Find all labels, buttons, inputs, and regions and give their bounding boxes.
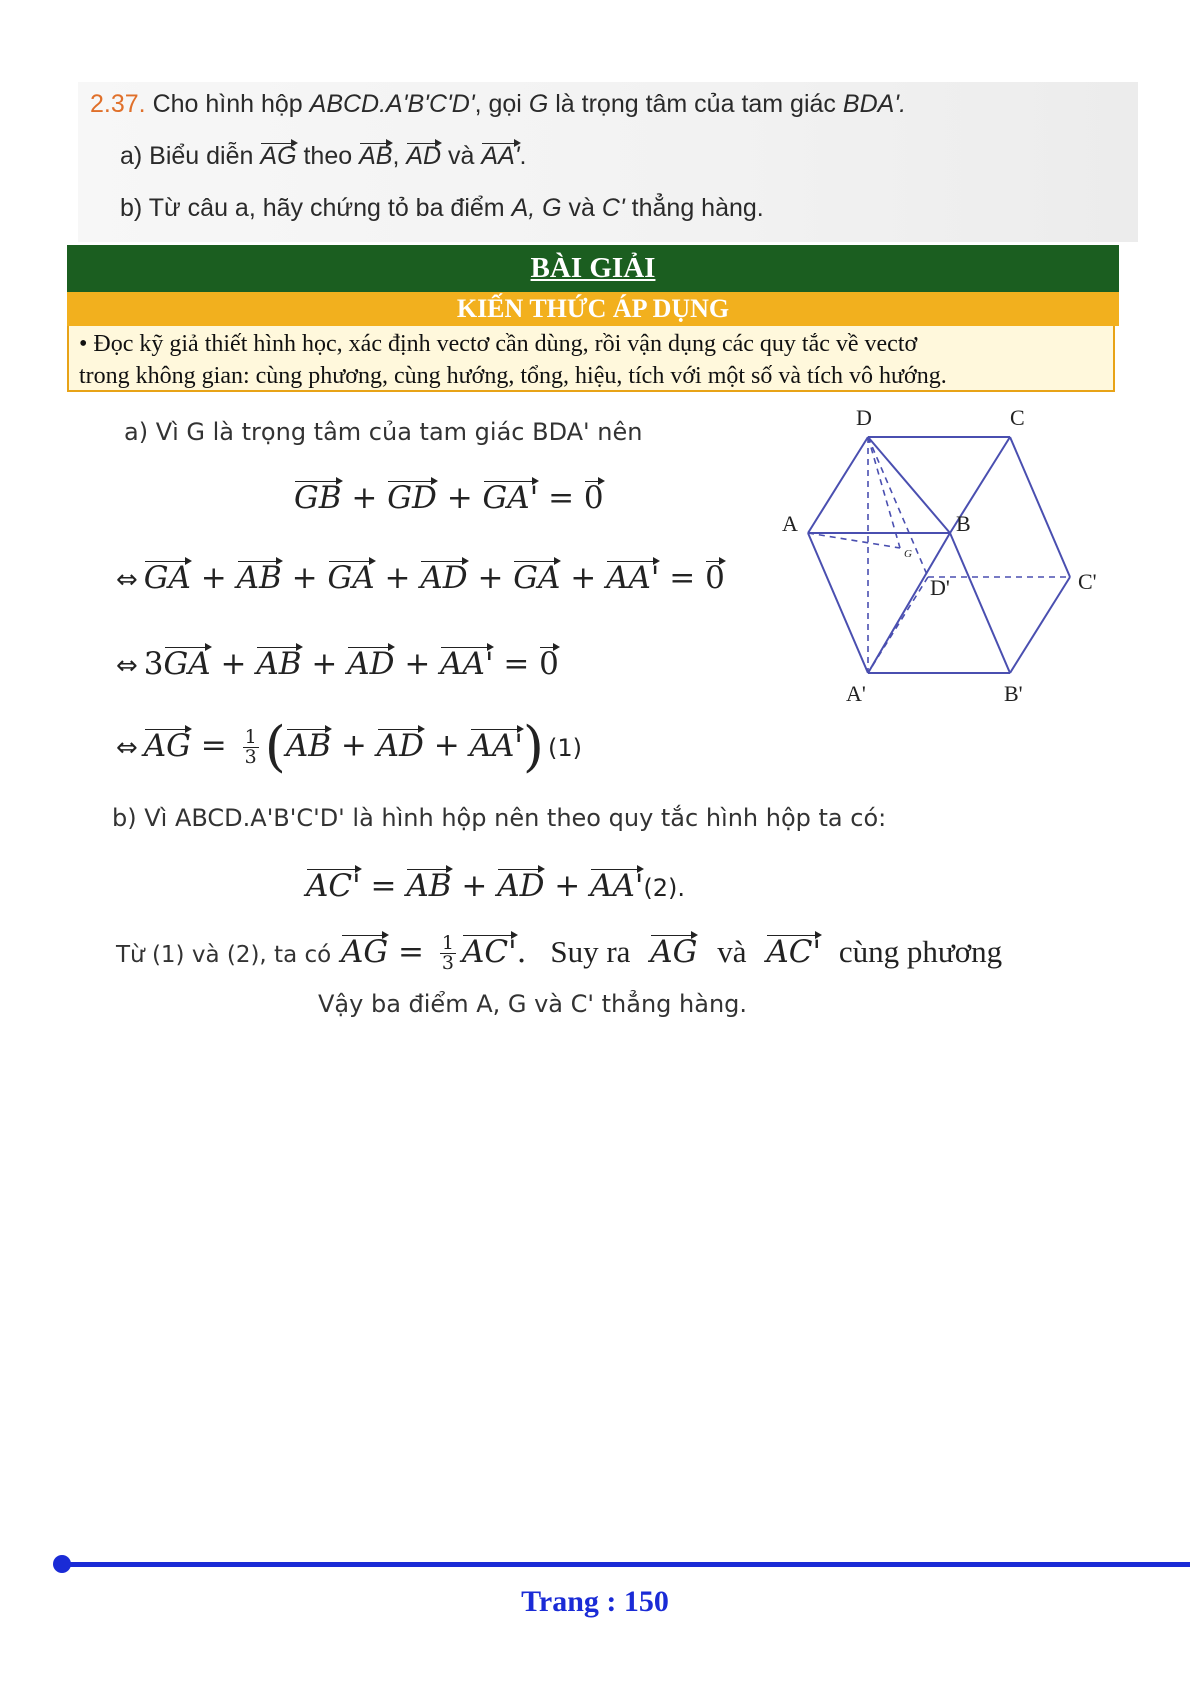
edge-cb: [1010, 577, 1070, 673]
zero-vector: 0: [583, 480, 604, 516]
edge-cc: [1010, 437, 1070, 577]
dot: .: [519, 142, 527, 170]
equation-1: GB + GD + GA' = 0: [294, 480, 604, 516]
vec-ag: AG: [143, 727, 191, 764]
vec-ab: AB: [285, 727, 331, 764]
conclusion-text: Từ (1) và (2), ta có: [116, 942, 332, 968]
word-va: và: [448, 142, 475, 170]
vec-gd: GD: [387, 480, 437, 516]
point-c-prime: C': [601, 194, 625, 222]
vec-aa-prime: AA': [590, 868, 644, 904]
box-name: ABCD.A'B'C'D': [309, 90, 475, 118]
part-b-text: b) Từ câu a, hãy chứng tỏ ba điểm: [120, 194, 505, 222]
knowledge-box: [67, 326, 1115, 392]
vec-ga: GA: [327, 560, 375, 596]
vec-aa-prime: AA': [606, 560, 660, 596]
fraction-one-third: [440, 934, 456, 973]
statement-text-mid: , gọi: [474, 90, 522, 118]
solution-banner: BÀI GIẢI: [67, 245, 1119, 292]
label-b: B: [956, 511, 971, 536]
points-ag: A, G: [511, 194, 562, 222]
vec-ad: AD: [420, 560, 468, 596]
part-b-end: thẳng hàng.: [631, 194, 764, 222]
final-conclusion: Vậy ba điểm A, G và C' thẳng hàng.: [318, 990, 748, 1018]
knowledge-heading: KIẾN THỨC ÁP DỤNG: [67, 292, 1119, 326]
label-c-prime: C': [1078, 569, 1097, 594]
label-d: D: [856, 405, 872, 430]
word-va-2: và: [568, 194, 595, 222]
vec-aa-prime: AA': [440, 646, 494, 682]
coefficient: 3: [143, 646, 164, 682]
equation-tag-2: (2).: [643, 874, 686, 902]
statement-text-post: là trọng tâm của tam giác: [555, 90, 836, 118]
footer-divider: [56, 1562, 1190, 1567]
edge-ad: [808, 437, 868, 533]
label-a-prime: A': [846, 681, 866, 706]
vector-ag: AG: [260, 142, 297, 170]
suy-ra-text: Suy ra: [550, 934, 631, 969]
edge-db: [868, 437, 950, 533]
edge-aa: [808, 533, 868, 673]
vec-ab: AB: [406, 868, 452, 904]
point-g: G: [528, 90, 549, 118]
problem-panel: [78, 82, 1138, 242]
problem-number: 2.37.: [90, 90, 146, 118]
solution-b-intro: b) Vì ABCD.A'B'C'D' là hình hộp nên theo quy tắc hình hộp ta có:: [112, 804, 887, 832]
vector-ab: AB: [359, 142, 393, 170]
frac-num: 1: [441, 932, 454, 954]
label-c: C: [1010, 405, 1025, 430]
frac-num: 1: [244, 725, 257, 748]
dashed-dd-prime: [868, 437, 928, 577]
zero-vector: 0: [705, 560, 725, 596]
dashed-dg: [868, 437, 900, 548]
equation-3: ⇔ 3GA + AB + AD + AA' = 0: [116, 646, 559, 682]
vec-ac-prime: AC': [306, 868, 361, 904]
equation-tag-1: (1): [547, 733, 582, 762]
vector-ad: AD: [406, 142, 442, 170]
equation-4: ⇔ AG = $\frac{1}{3}$ (AB + AD + AA') (1): [116, 715, 582, 778]
vec-ga: GA: [143, 560, 191, 596]
equation-5: AC' = AB + AD + AA'(2).: [306, 868, 686, 904]
word-theo: theo: [303, 142, 353, 170]
word-va: và: [717, 934, 747, 969]
problem-part-b: [120, 194, 764, 223]
label-d-prime: D': [930, 575, 950, 600]
edge-bb: [950, 533, 1010, 673]
footer-dot: [53, 1555, 71, 1573]
vec-ad: AD: [347, 646, 395, 682]
vector-aa: AA': [481, 142, 520, 170]
knowledge-line-2: trong không gian: cùng phương, cùng hướng, tổng, hiệu, tích với một số và tích vô hướng.: [79, 363, 947, 389]
vec-aa-prime: AA': [469, 727, 523, 764]
vec-ad: AD: [497, 868, 545, 904]
knowledge-line-1: • Đọc kỹ giả thiết hình học, xác định vectơ cần dùng, rồi vận dụng các quy tắc về vectơ: [79, 331, 918, 357]
parallelepiped-figure: [760, 395, 1140, 715]
vec-gb: GB: [294, 480, 342, 516]
dashed-ag: [808, 533, 900, 548]
vec-ad: AD: [376, 727, 424, 764]
problem-statement: [90, 90, 906, 119]
frac-den: 3: [441, 952, 454, 974]
vec-ag: AG: [650, 934, 698, 970]
vec-ga: GA: [163, 646, 211, 682]
vec-ga-prime: GA': [482, 480, 539, 516]
conclusion-line: Từ (1) và (2), ta có AG = $\frac{1}{3}$ AC'. Suy ra AG và AC' cùng phương: [116, 932, 1003, 974]
zero-vector: 0: [539, 646, 559, 682]
frac-den: 3: [244, 745, 257, 768]
label-g: G: [904, 548, 912, 560]
dot: .: [516, 934, 527, 970]
triangle-name: BDA'.: [842, 90, 907, 118]
vec-ga: GA: [513, 560, 561, 596]
vec-ac-prime: AC': [461, 934, 517, 970]
vec-ab: AB: [256, 646, 302, 682]
equation-2: ⇔ GA + AB + GA + AD + GA + AA' = 0: [116, 560, 725, 596]
vec-ag: AG: [341, 934, 389, 970]
statement-text: Cho hình hộp: [152, 90, 303, 118]
solution-a-intro: a) Vì G là trọng tâm của tam giác BDA' nên: [124, 418, 643, 446]
vec-ac-prime: AC': [766, 934, 822, 970]
part-a-text: a) Biểu diễn: [120, 142, 254, 170]
fraction-one-third: [243, 725, 259, 768]
vec-ab: AB: [236, 560, 282, 596]
label-b-prime: B': [1004, 681, 1023, 706]
label-a: A: [782, 511, 798, 536]
page-number: Trang : 150: [521, 1585, 669, 1618]
problem-part-a: [120, 142, 526, 171]
comma: ,: [392, 142, 400, 170]
cung-phuong-text: cùng phương: [838, 934, 1003, 969]
